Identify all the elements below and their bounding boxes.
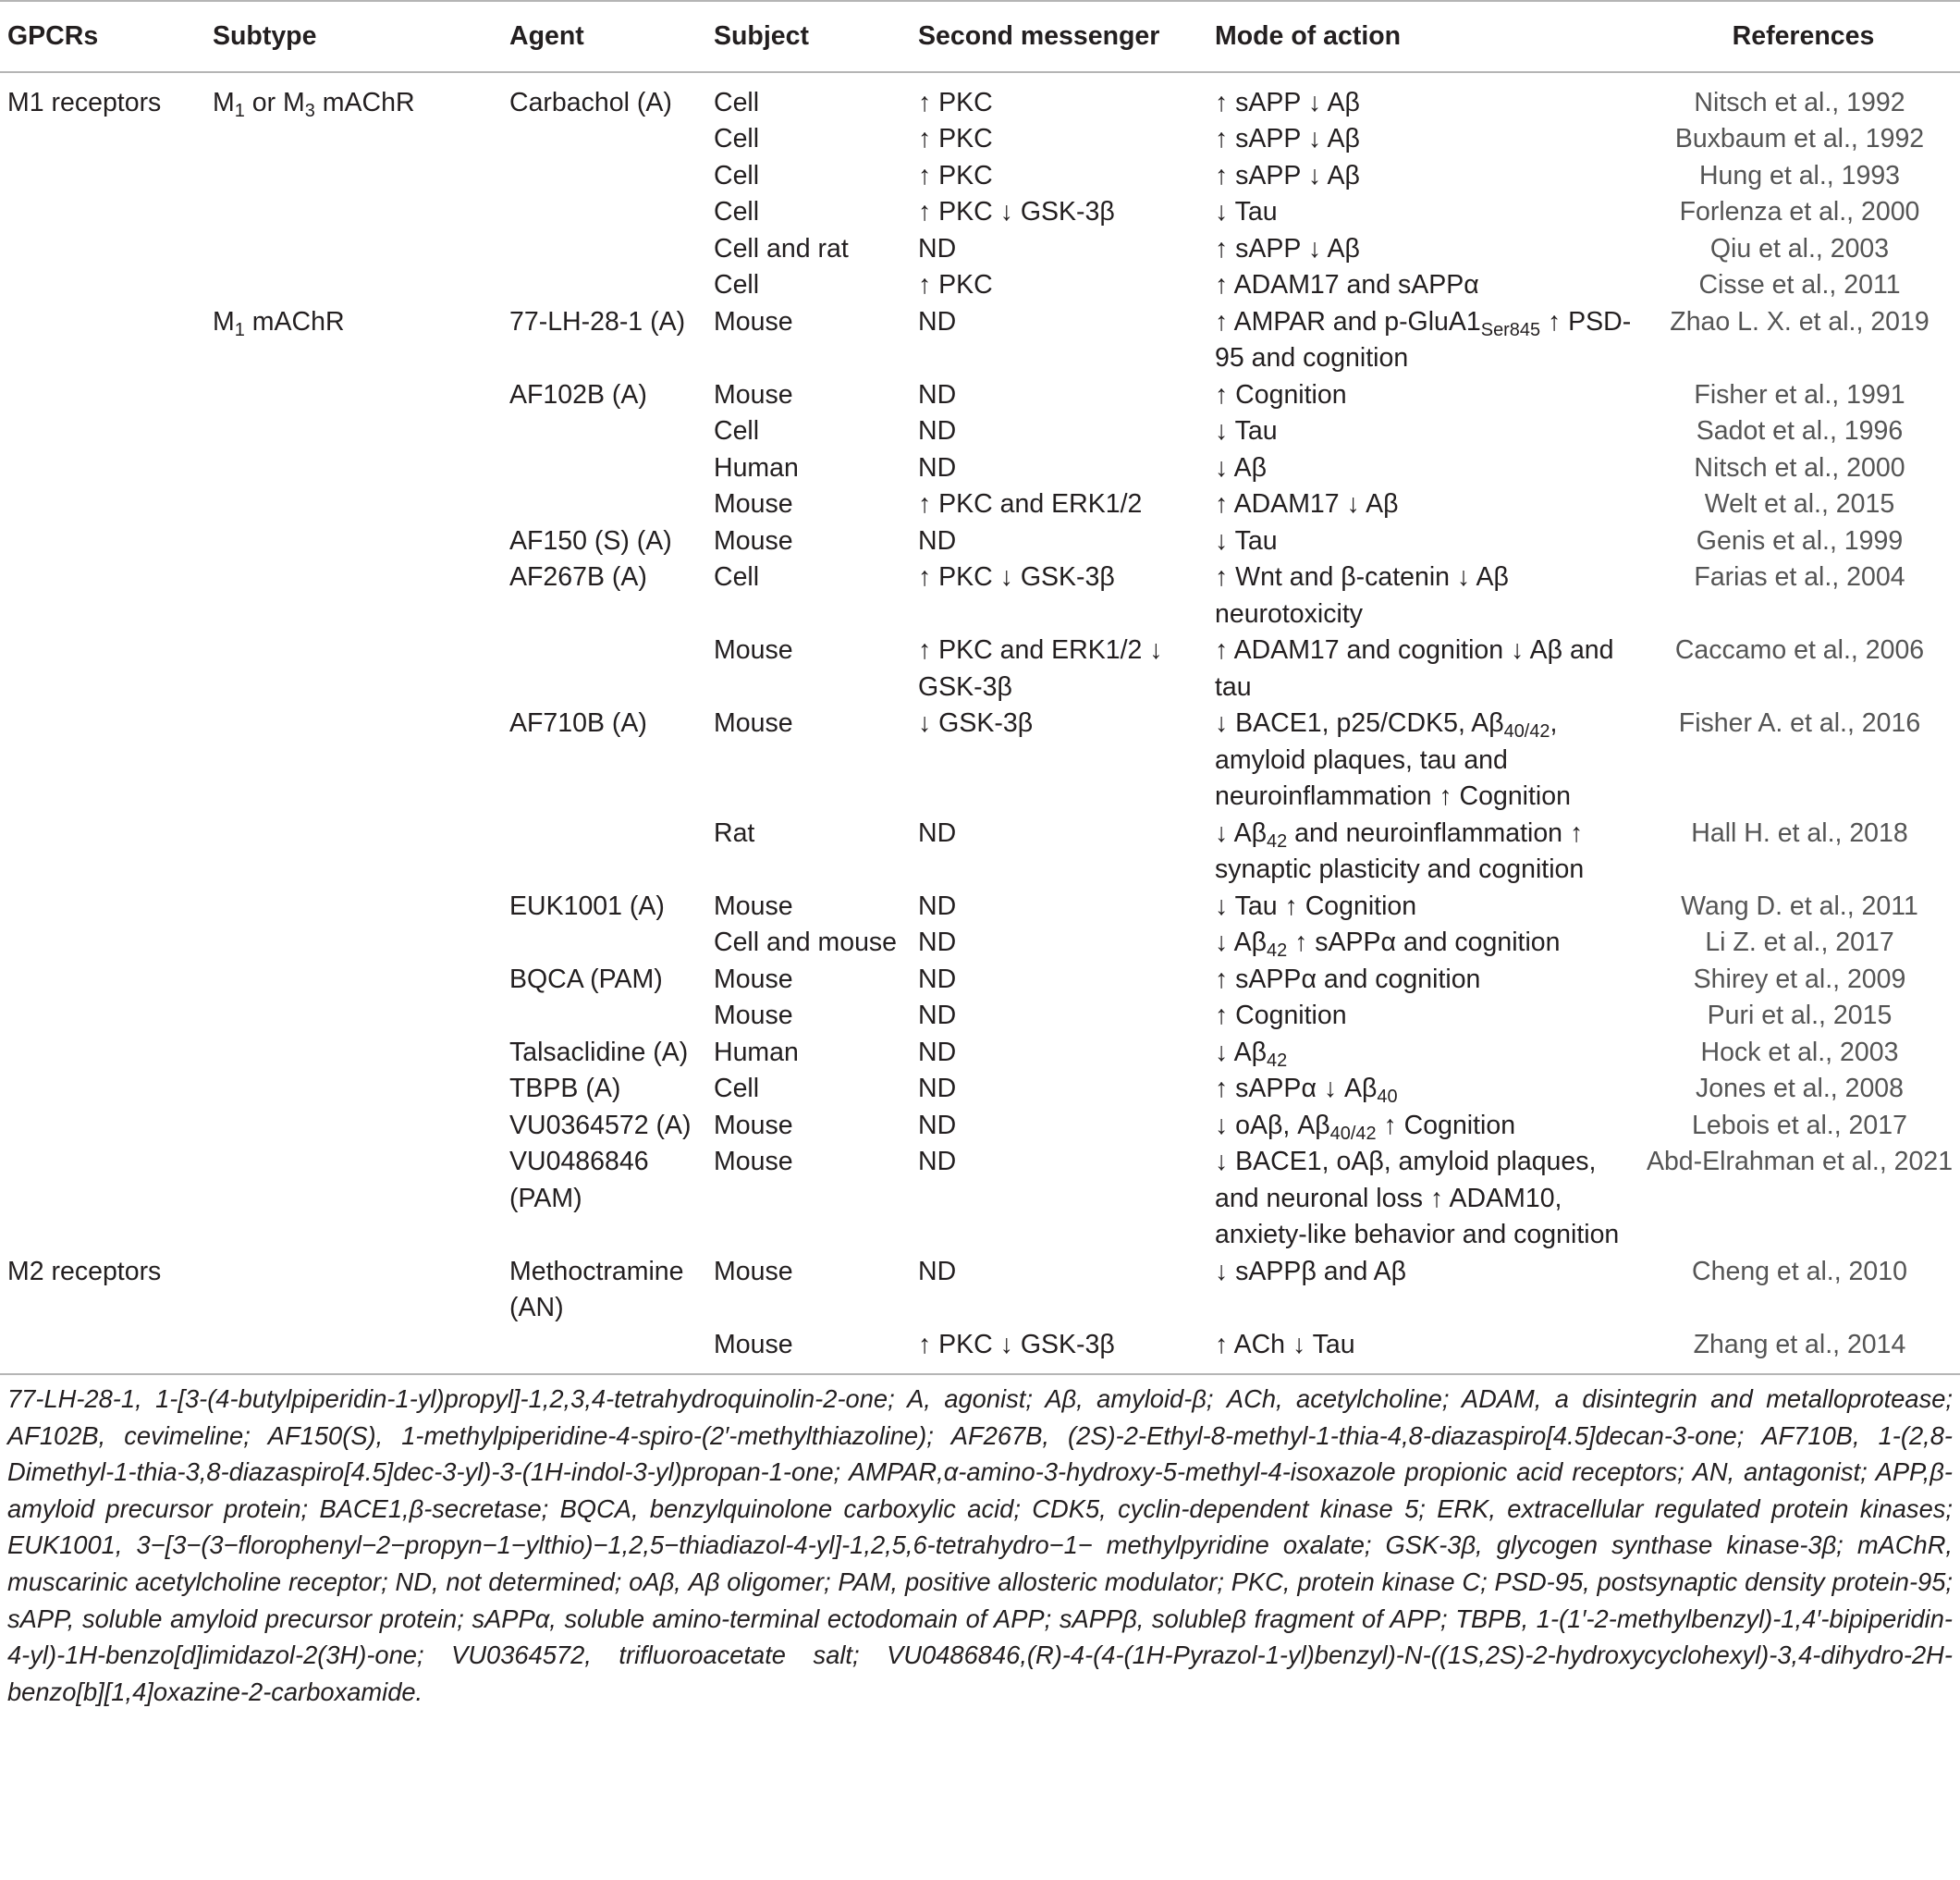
cell-reference: Fisher et al., 1991	[1694, 379, 1905, 410]
table-row	[0, 1327, 1960, 1375]
cell-reference: Cheng et al., 2010	[1692, 1256, 1907, 1286]
cell-second-messenger: ND	[918, 1256, 957, 1286]
cell-second-messenger: ND	[918, 379, 957, 410]
cell-agent	[502, 450, 706, 487]
cell-reference: Hall H. et al., 2018	[1691, 817, 1908, 848]
table-row	[0, 1144, 1960, 1254]
cell-reference: Qiu et al., 2003	[1709, 233, 1890, 264]
cell-subtype	[205, 633, 502, 706]
header-second-messenger: Second messenger	[918, 21, 1160, 51]
cell-agent: BQCA (PAM)	[509, 964, 663, 994]
cell-gpcr	[0, 816, 205, 889]
cell-agent: AF710B (A)	[509, 708, 647, 738]
cell-gpcr: M2 receptors	[7, 1256, 162, 1286]
cell-subtype	[205, 194, 502, 231]
table-header	[0, 1, 1960, 72]
cell-agent	[502, 158, 706, 195]
cell-agent: AF150 (S) (A)	[509, 525, 672, 556]
cell-mode-of-action: ↑ ADAM17 ↓ Aβ	[1215, 489, 1399, 519]
cell-mode-of-action: ↓ $A\beta_{42}$ ↑ sAPPα and cognition	[1215, 928, 1561, 961]
cell-subject: Human	[714, 452, 799, 483]
cell-reference: Zhao L. X. et al., 2019	[1670, 306, 1929, 337]
cell-subtype	[205, 486, 502, 523]
cell-gpcr	[0, 523, 205, 560]
cell-subject: Mouse	[714, 1256, 793, 1286]
cell-gpcr	[0, 559, 205, 633]
cell-mode-of-action: ↓ Aβ	[1215, 452, 1267, 483]
cell-reference: Forlenza et al., 2000	[1679, 197, 1920, 227]
cell-mode-of-action: ↑ sAPP ↓ Aβ	[1215, 124, 1360, 154]
cell-second-messenger: ND	[918, 964, 957, 994]
cell-gpcr	[0, 304, 205, 377]
cell-subtype	[205, 267, 502, 304]
cell-subtype: $M_1$ mAChR	[213, 306, 345, 340]
cell-second-messenger: ↑ PKC and ERK1/2	[918, 489, 1143, 519]
cell-reference: Sadot et al., 1996	[1696, 416, 1904, 446]
cell-gpcr	[0, 1071, 205, 1108]
header-references: References	[1732, 21, 1875, 51]
cell-subject: Mouse	[714, 1147, 793, 1176]
cell-subtype	[205, 1144, 502, 1254]
cell-mode-of-action: ↓ oAβ, $A\beta_{40/42}$ ↑ Cognition	[1215, 1110, 1516, 1144]
cell-reference: Hock et al., 2003	[1700, 1037, 1899, 1067]
cell-mode-of-action: ↑ sAPP ↓ Aβ	[1215, 233, 1360, 264]
cell-subtype	[205, 925, 502, 962]
table-body	[0, 72, 1960, 1375]
cell-mode-of-action: ↑ ADAM17 and sAPPα	[1215, 270, 1479, 300]
table-row	[0, 962, 1960, 999]
table-row	[0, 72, 1960, 122]
cell-gpcr	[0, 267, 205, 304]
cell-gpcr	[0, 889, 205, 926]
table-row	[0, 158, 1960, 195]
cell-reference: Cisse et al., 2011	[1698, 270, 1901, 300]
cell-subject: Rat	[714, 817, 755, 848]
cell-subtype	[205, 1327, 502, 1375]
cell-agent	[502, 633, 706, 706]
cell-subtype	[205, 1071, 502, 1108]
cell-reference: Welt et al., 2015	[1704, 489, 1895, 519]
cell-subtype	[205, 523, 502, 560]
cell-reference: Zhang et al., 2014	[1693, 1329, 1906, 1359]
cell-reference: Farias et al., 2004	[1694, 562, 1905, 592]
cell-subtype	[205, 413, 502, 450]
cell-subtype	[205, 559, 502, 633]
cell-second-messenger: ND	[918, 452, 957, 483]
cell-subject: Cell	[714, 1074, 760, 1103]
cell-second-messenger: ND	[918, 1110, 957, 1140]
cell-gpcr	[0, 633, 205, 706]
table-row	[0, 377, 1960, 414]
cell-second-messenger: ↑ PKC ↓ GSK-3β	[918, 1329, 1115, 1359]
cell-subject: Cell	[714, 270, 760, 300]
cell-subtype	[205, 816, 502, 889]
cell-mode-of-action: ↓ $A\beta_{42}$	[1215, 1037, 1288, 1071]
table-row	[0, 559, 1960, 633]
cell-agent: Methoctramine (AN)	[509, 1256, 684, 1322]
table-row	[0, 231, 1960, 268]
cell-agent: TBPB (A)	[509, 1074, 621, 1103]
cell-second-messenger: ↑ PKC	[918, 160, 993, 190]
cell-second-messenger: ND	[918, 233, 957, 264]
table-row	[0, 194, 1960, 231]
cell-mode-of-action: ↓ BACE1, p25/CDK5, $A\beta_{40/42}$, amyloid plaques, tau and neuroinflammation ↑ Cognition	[1215, 708, 1571, 811]
cell-agent	[502, 1327, 706, 1375]
cell-second-messenger: ↑ PKC	[918, 87, 993, 117]
cell-subject: Mouse	[714, 1001, 793, 1030]
cell-second-messenger: ND	[918, 416, 957, 446]
cell-gpcr	[0, 1108, 205, 1145]
cell-mode-of-action: ↓ Tau	[1215, 197, 1278, 227]
cell-gpcr	[0, 158, 205, 195]
cell-subject: Mouse	[714, 891, 793, 921]
cell-subject: Mouse	[714, 708, 793, 738]
cell-subject: Mouse	[714, 306, 793, 337]
cell-mode-of-action: ↓ Tau	[1215, 416, 1278, 446]
cell-mode-of-action: ↓ $A\beta_{42}$ and neuroinflammation ↑ synaptic plasticity and cognition	[1215, 817, 1585, 884]
cell-mode-of-action: ↑ AMPAR and $p-GluA1_{Ser845}$ ↑ PSD-95 and cognition	[1215, 306, 1632, 373]
cell-second-messenger: ND	[918, 525, 957, 556]
cell-reference: Jones et al., 2008	[1696, 1074, 1904, 1103]
cell-reference: Lebois et al., 2017	[1692, 1110, 1907, 1140]
cell-subtype	[205, 962, 502, 999]
cell-gpcr	[0, 962, 205, 999]
header-agent: Agent	[509, 21, 584, 51]
cell-subtype	[205, 706, 502, 816]
cell-gpcr	[0, 1144, 205, 1254]
cell-gpcr	[0, 1035, 205, 1072]
cell-reference: Nitsch et al., 1992	[1694, 87, 1905, 117]
header-gpcrs: GPCRs	[7, 21, 99, 51]
cell-agent: EUK1001 (A)	[509, 891, 665, 921]
cell-agent: AF267B (A)	[509, 562, 647, 592]
cell-gpcr	[0, 194, 205, 231]
cell-agent: VU0486846 (PAM)	[509, 1147, 649, 1213]
table-row	[0, 523, 1960, 560]
cell-subject: Cell	[714, 562, 760, 592]
cell-subtype	[205, 450, 502, 487]
cell-gpcr: M1 receptors	[7, 87, 162, 117]
cell-mode-of-action: ↓ sAPPβ and Aβ	[1215, 1256, 1407, 1286]
cell-mode-of-action: ↑ ADAM17 and cognition ↓ Aβ and tau	[1215, 635, 1614, 702]
cell-mode-of-action: ↑ sAPPα and cognition	[1215, 964, 1481, 994]
cell-reference: Wang D. et al., 2011	[1681, 891, 1918, 921]
cell-reference: Nitsch et al., 2000	[1694, 452, 1905, 483]
cell-second-messenger: ND	[918, 1147, 957, 1176]
cell-subject: Mouse	[714, 489, 793, 519]
cell-reference: Genis et al., 1999	[1696, 525, 1904, 556]
cell-subject: Cell	[714, 416, 760, 446]
table-row	[0, 1035, 1960, 1072]
cell-subject: Mouse	[714, 379, 793, 410]
cell-subtype	[205, 121, 502, 158]
cell-subject: Cell and mouse	[714, 928, 898, 957]
cell-agent: VU0364572 (A)	[509, 1110, 692, 1140]
cell-reference: Fisher A. et al., 2016	[1678, 708, 1921, 738]
cell-agent	[502, 925, 706, 962]
cell-agent: Carbachol (A)	[509, 87, 672, 117]
table-row	[0, 413, 1960, 450]
cell-second-messenger: ND	[918, 1037, 957, 1067]
cell-subject: Cell	[714, 124, 760, 154]
cell-second-messenger: ND	[918, 1001, 957, 1030]
cell-subject: Cell	[714, 87, 760, 117]
header-row	[0, 1, 1960, 72]
cell-agent	[502, 267, 706, 304]
cell-reference: Hung et al., 1993	[1698, 160, 1901, 190]
cell-gpcr	[0, 231, 205, 268]
cell-mode-of-action: ↑ ACh ↓ Tau	[1215, 1329, 1355, 1359]
cell-reference: Shirey et al., 2009	[1693, 964, 1906, 994]
cell-subtype: $M_1$ or $M_3$ mAChR	[213, 87, 415, 121]
cell-agent	[502, 486, 706, 523]
cell-agent	[502, 816, 706, 889]
cell-mode-of-action: ↑ sAPP ↓ Aβ	[1215, 160, 1360, 190]
cell-subtype	[205, 1108, 502, 1145]
cell-agent	[502, 231, 706, 268]
cell-subject: Cell	[714, 160, 760, 190]
cell-gpcr	[0, 450, 205, 487]
cell-mode-of-action: ↓ Tau ↑ Cognition	[1215, 891, 1417, 921]
cell-reference: Caccamo et al., 2006	[1674, 635, 1925, 665]
table-row	[0, 925, 1960, 962]
table-row	[0, 1254, 1960, 1327]
header-mode-of-action: Mode of action	[1215, 21, 1402, 51]
header-subtype: Subtype	[213, 21, 317, 51]
cell-subtype	[205, 158, 502, 195]
cell-reference: Abd-Elrahman et al., 2021	[1646, 1147, 1954, 1176]
cell-reference: Puri et al., 2015	[1707, 1001, 1893, 1030]
cell-subject: Human	[714, 1037, 799, 1067]
cell-gpcr	[0, 377, 205, 414]
cell-gpcr	[0, 706, 205, 816]
cell-mode-of-action: ↑ Wnt and β-catenin ↓ Aβ neurotoxicity	[1215, 562, 1509, 629]
cell-second-messenger: ↑ PKC	[918, 124, 993, 154]
table-row	[0, 304, 1960, 377]
cell-subject: Mouse	[714, 1329, 793, 1359]
table-row	[0, 486, 1960, 523]
table-footnote: 77-LH-28-1, 1-[3-(4-butylpiperidin-1-yl)propyl]-1,2,3,4-tetrahydroquinolin-2-one; A, agonist; Aβ, amyloid-β; ACh, acetylcholine; ADAM, a disintegrin and metalloprotease; AF102B, cevimeline; AF150(S), 1-methylpiperidine-4-spiro-(2′-methylthiazoline); AF267B, (2S)-2-Ethyl-8-methyl-1-thia-4,8-diazaspiro[4.5]decan-3-one; AF710B, 1-(2,8-Dimethyl-1-thia-3,8-diazaspiro[4.5]dec-3-yl)-3-(1H-indol-3-yl)propan-1-one; AMPAR,α-amino-3-hydroxy-5-methyl-4-isoxazole propionic acid receptors; AN, antagonist; APP,β-amyloid precursor protein; BACE1,β-secretase; BQCA, benzylquinolone carboxylic acid; CDK5, cyclin-dependent kinase 5; ERK, extracellular regulated protein kinases; EUK1001, 3−[3−(3−florophenyl−2−propyn−1−ylthio)−1,2,5−thiadiazol-4-yl]-1,2,5,6-tetrahydro−1− methylpyridine oxalate; GSK-3β, glycogen synthase kinase-3β; mAChR, muscarinic acetylcholine receptor; ND, not determined; oAβ, Aβ oligomer; PAM, positive allosteric modulator; PKC, protein kinase C; PSD-95, postsynaptic density protein-95; sAPP, soluble amyloid precursor protein; sAPPα, soluble amino-terminal ectodomain of APP; sAPPβ, solubleβ fragment of APP; TBPB, 1-(1′-2-methylbenzyl)-1,4′-bipiperidin-4-yl)-1H-benzo[d]imidazol-2(3H)-one; VU0364572, trifluoroacetate salt; VU0486846,(R)-4-(4-(1H-Pyrazol-1-yl)benzyl)-N-((1S,2S)-2-hydroxycyclohexyl)-3,4-dihydro-2H-benzo[b][1,4]oxazine-2-carboxamide.	[7, 1384, 1953, 1706]
cell-agent: 77-LH-28-1 (A)	[509, 306, 686, 337]
cell-subject: Cell	[714, 197, 760, 227]
cell-mode-of-action: ↑ Cognition	[1215, 1001, 1347, 1030]
cell-gpcr	[0, 925, 205, 962]
cell-gpcr	[0, 121, 205, 158]
cell-subject: Mouse	[714, 525, 793, 556]
cell-agent	[502, 121, 706, 158]
cell-second-messenger: ND	[918, 891, 957, 921]
cell-subtype	[205, 1254, 502, 1327]
cell-second-messenger: ↑ PKC ↓ GSK-3β	[918, 197, 1115, 227]
cell-agent	[502, 194, 706, 231]
cell-agent	[502, 413, 706, 450]
cell-second-messenger: ND	[918, 306, 957, 337]
table-row	[0, 267, 1960, 304]
table-row	[0, 450, 1960, 487]
cell-second-messenger: ↑ PKC	[918, 270, 993, 300]
cell-mode-of-action: ↑ sAPPα ↓ $A\beta_{40}$	[1215, 1074, 1398, 1107]
table-row	[0, 1071, 1960, 1108]
cell-subtype	[205, 998, 502, 1035]
cell-gpcr	[0, 486, 205, 523]
cell-subject: Mouse	[714, 964, 793, 994]
cell-second-messenger: ND	[918, 1074, 957, 1103]
cell-subtype	[205, 231, 502, 268]
table-row	[0, 706, 1960, 816]
cell-agent	[502, 998, 706, 1035]
cell-subtype	[205, 1035, 502, 1072]
cell-second-messenger: ND	[918, 928, 957, 957]
cell-agent: AF102B (A)	[509, 379, 647, 410]
cell-gpcr	[0, 1327, 205, 1375]
table-row	[0, 998, 1960, 1035]
cell-mode-of-action: ↓ Tau	[1215, 525, 1278, 556]
cell-reference: Buxbaum et al., 1992	[1674, 124, 1925, 154]
cell-gpcr	[0, 413, 205, 450]
cell-agent: Talsaclidine (A)	[509, 1037, 689, 1067]
cell-second-messenger: ↓ GSK-3β	[918, 708, 1034, 738]
cell-subject: Mouse	[714, 635, 793, 665]
cell-second-messenger: ↑ PKC and ERK1/2 ↓ GSK-3β	[918, 635, 1163, 702]
cell-reference: Li Z. et al., 2017	[1705, 928, 1894, 957]
table-row	[0, 633, 1960, 706]
table-row	[0, 889, 1960, 926]
cell-gpcr	[0, 998, 205, 1035]
cell-subject: Cell and rat	[714, 233, 849, 264]
cell-second-messenger: ND	[918, 817, 957, 848]
cell-subtype	[205, 377, 502, 414]
cell-mode-of-action: ↑ Cognition	[1215, 379, 1347, 410]
table-row	[0, 816, 1960, 889]
cell-mode-of-action: ↓ BACE1, oAβ, amyloid plaques, and neuronal loss ↑ ADAM10, anxiety-like behavior and cognition	[1215, 1147, 1620, 1249]
table-row	[0, 121, 1960, 158]
header-subject: Subject	[714, 21, 809, 51]
table-row	[0, 1108, 1960, 1145]
cell-subtype	[205, 889, 502, 926]
cell-second-messenger: ↑ PKC ↓ GSK-3β	[918, 562, 1115, 592]
cell-subject: Mouse	[714, 1110, 793, 1140]
cell-mode-of-action: ↑ sAPP ↓ Aβ	[1215, 87, 1360, 117]
